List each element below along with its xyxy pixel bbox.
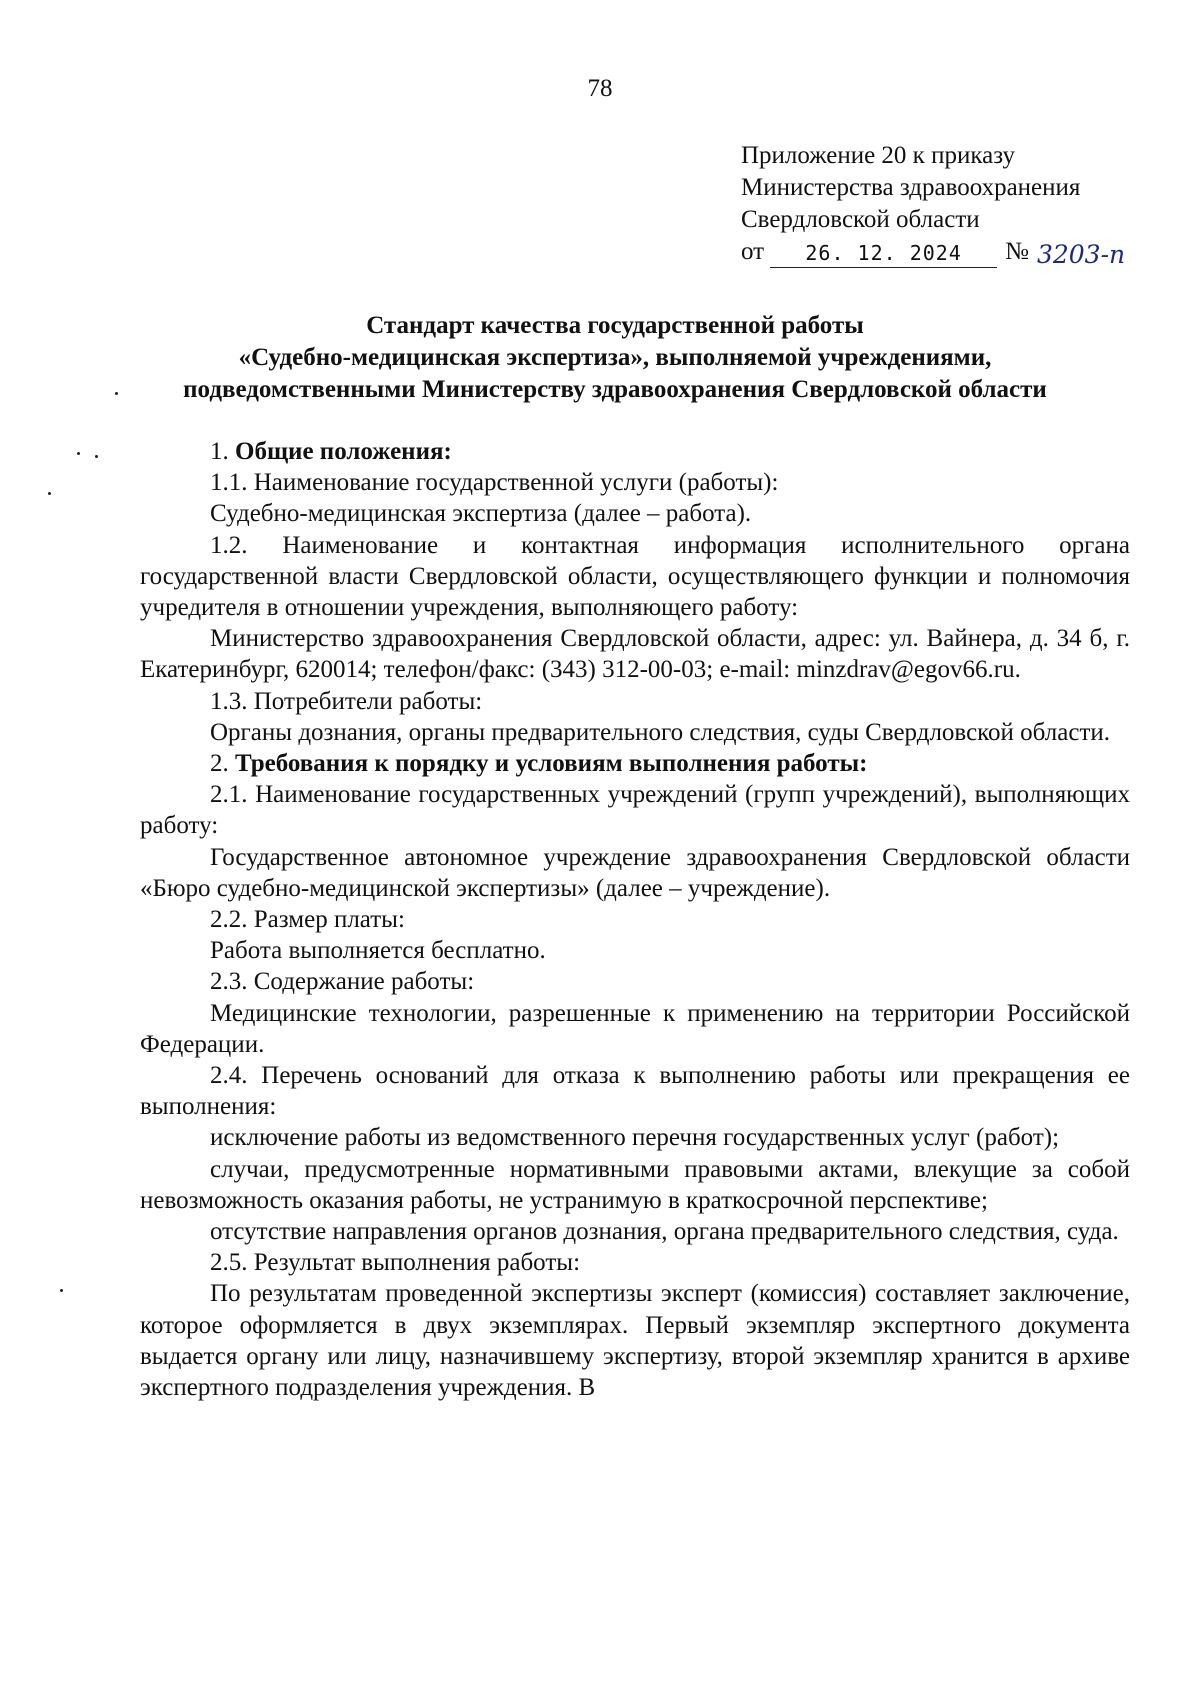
- clause-2-3: 2.3. Содержание работы:: [210, 968, 475, 996]
- title-line-2: «Судебно-медицинская экспертиза», выполняемой учреждениями,: [238, 344, 992, 371]
- clause-2-4: 2.4. Перечень оснований для отказа к выполнению работы или прекращения ее выполнения:: [140, 1062, 1130, 1121]
- scan-speck: [115, 392, 118, 395]
- clause-1-2-text: Министерство здравоохранения Свердловской области, адрес: ул. Вайнера, д. 34 б, г. Екатеринбург, 620014; телефон/факс: (343) 312-00-03; e-mail: minzdrav@egov66.ru.: [140, 625, 1130, 684]
- clause-2-1-text: Государственное автономное учреждение здравоохранения Свердловской области «Бюро судебно-медицинской экспертизы» (далее – учреждение).: [140, 843, 1130, 902]
- scan-speck: [60, 1289, 63, 1292]
- clause-2-4-item-a: исключение работы из ведомственного перечня государственных услуг (работ);: [210, 1124, 1060, 1152]
- clause-2-3-text: Медицинские технологии, разрешенные к применению на территории Российской Федерации.: [140, 999, 1130, 1058]
- scan-speck: [95, 455, 98, 458]
- section-1-title: Общие положения:: [235, 438, 452, 465]
- section-2-title: Требования к порядку и условиям выполнения работы:: [235, 750, 868, 778]
- clause-2-4-item-c: отсутствие направления органов дознания, органа предварительного следствия, суда.: [210, 1218, 1119, 1246]
- appendix-line-1: Приложение 20 к приказу: [741, 142, 1016, 169]
- scan-speck: [77, 452, 80, 455]
- section-1-heading: [140, 436, 1130, 467]
- clause-1-2: 1.2. Наименование и контактная информация исполнительного органа государственной власти Свердловской области, осуществляющего функции и полномочия учредителя в отношении учреждения, выполняющего работу:: [140, 531, 1130, 622]
- document-body: [140, 436, 1130, 1403]
- clause-2-5: 2.5. Результат выполнения работы:: [210, 1249, 581, 1277]
- clause-1-1-text: Судебно-медицинская экспертиза (далее – работа).: [210, 500, 752, 528]
- page-number: 78: [587, 75, 613, 102]
- clause-2-4-item-b: случаи, предусмотренные нормативными правовыми актами, влекущие за собой невозможность оказания работы, не устранимую в краткосрочной перспективе;: [140, 1155, 1130, 1214]
- number-label: №: [1005, 238, 1029, 265]
- appendix-line-2: Министерства здравоохранения: [741, 174, 1081, 201]
- from-label: от: [741, 238, 765, 265]
- title-line-1: Стандарт качества государственной работы: [366, 312, 864, 339]
- section-1-number: 1.: [210, 438, 229, 465]
- appendix-line-3: Свердловской области: [741, 206, 980, 233]
- clause-1-1: 1.1. Наименование государственной услуги (работы):: [210, 469, 779, 497]
- clause-2-2: 2.2. Размер платы:: [210, 906, 405, 934]
- clause-2-1: 2.1. Наименование государственных учреждений (групп учреждений), выполняющих работу:: [140, 781, 1130, 840]
- appendix-block: [741, 140, 1126, 269]
- clause-2-2-text: Работа выполняется бесплатно.: [210, 937, 546, 965]
- clause-1-3-text: Органы дознания, органы предварительного следствия, суды Свердловской области.: [210, 718, 1110, 746]
- section-2-heading: [140, 748, 1130, 779]
- clause-2-5-text: По результатам проведенной экспертизы эксперт (комиссия) составляет заключение, которое оформляется в двух экземплярах. Первый экземпляр экспертного документа выдается органу или лицу, назначившему экспертизу, второй экземпляр хранится в архиве экспертного подразделения учреждения. В: [140, 1280, 1130, 1402]
- order-date-number-row: [741, 236, 1126, 269]
- scan-speck: [48, 492, 51, 495]
- order-date-stamp: 26. 12. 2024: [770, 240, 997, 268]
- section-2-number: 2.: [210, 750, 229, 778]
- document-title: [100, 310, 1130, 406]
- title-line-3: подведомственными Министерству здравоохранения Свердловской области: [183, 376, 1047, 403]
- clause-1-3: 1.3. Потребители работы:: [210, 687, 483, 715]
- order-number-handwritten: 3203-п: [1036, 240, 1126, 269]
